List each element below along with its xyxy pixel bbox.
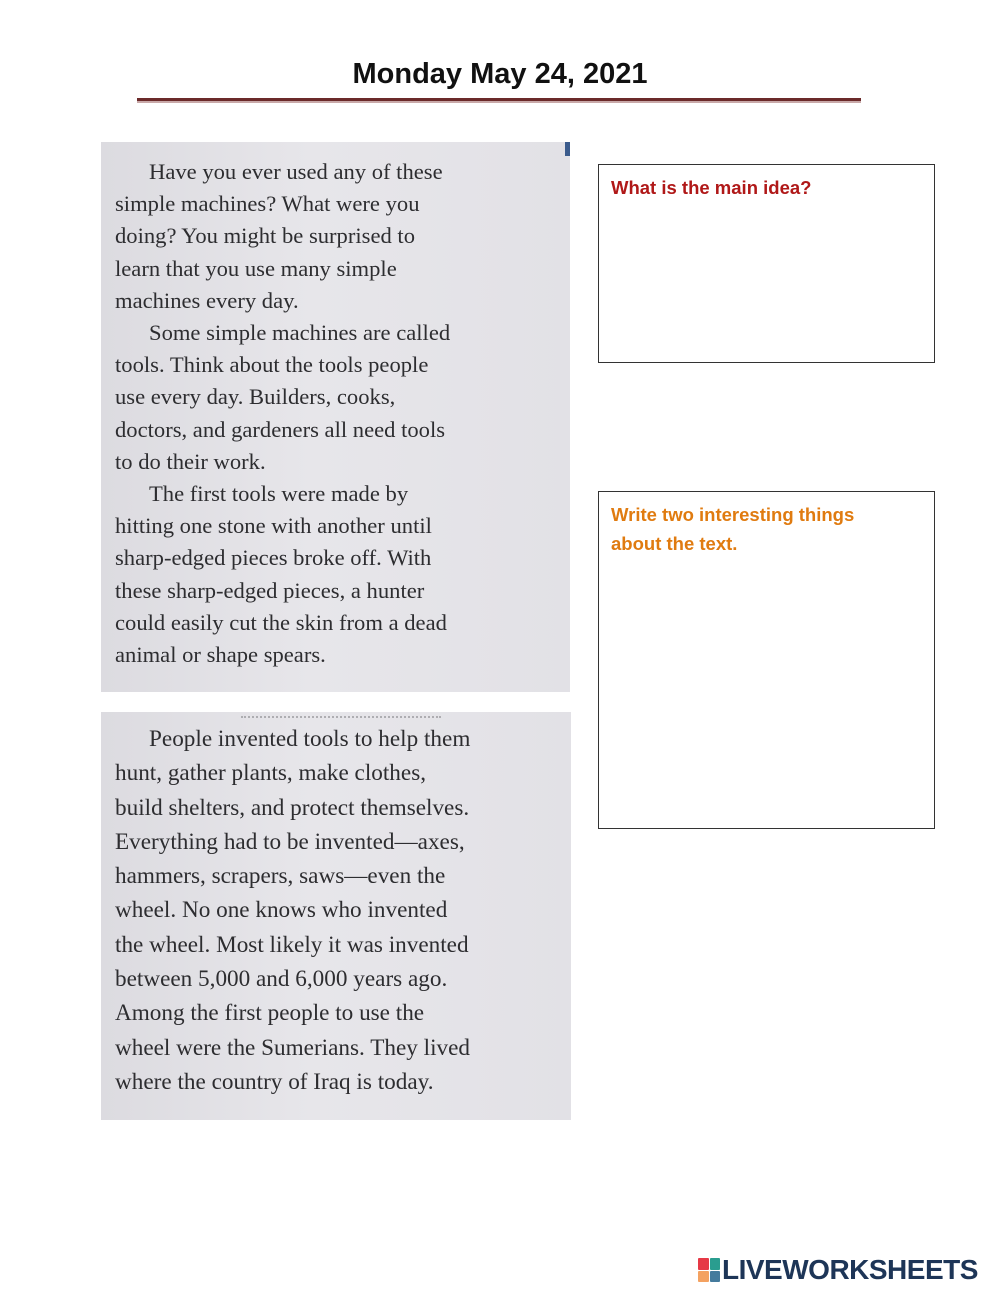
reading-passage-top: [101, 142, 570, 692]
passage-line: hammers, scrapers, saws—even the: [115, 863, 446, 890]
interesting-things-input[interactable]: [611, 558, 924, 818]
book-edge: [565, 142, 570, 156]
passage-line: between 5,000 and 6,000 years ago.: [115, 966, 448, 993]
page-title: Monday May 24, 2021: [352, 58, 648, 90]
interesting-things-prompt: [611, 500, 924, 558]
passage-line: Some simple machines are called: [149, 320, 451, 346]
passage-line: Among the first people to use the: [115, 1000, 425, 1027]
passage-line: machines every day.: [115, 287, 299, 313]
passage-line: hunt, gather plants, make clothes,: [115, 760, 427, 787]
passage-line: build shelters, and protect themselves.: [115, 794, 470, 821]
passage-line: wheel. No one knows who invented: [115, 897, 448, 924]
passage-line: these sharp-edged pieces, a hunter: [115, 577, 425, 603]
liveworksheets-logo-icon: [698, 1258, 720, 1282]
main-idea-answer-box[interactable]: [598, 164, 935, 363]
reading-passage-bottom: [101, 712, 571, 1120]
main-idea-prompt: What is the main idea?: [611, 177, 812, 198]
title-divider: [137, 98, 861, 101]
passage-line: Have you ever used any of these: [149, 159, 443, 184]
brand-name: LIVEWORKSHEETS: [722, 1254, 978, 1285]
passage-line: The first tools were made by: [149, 481, 409, 507]
interesting-things-answer-box[interactable]: [598, 491, 935, 829]
passage-line: learn that you use many simple: [115, 255, 397, 281]
passage-line: animal or shape spears.: [115, 642, 326, 668]
main-idea-input[interactable]: [611, 202, 924, 352]
interesting-things-prompt-line: Write two interesting things: [611, 504, 855, 525]
passage-line: sharp-edged pieces broke off. With: [115, 545, 432, 571]
passage-line: doctors, and gardeners all need tools: [115, 416, 446, 442]
passage-paragraph: [115, 478, 564, 671]
passage-line: simple machines? What were you: [115, 191, 420, 217]
passage-line: hitting one stone with another until: [115, 513, 432, 539]
passage-line: People invented tools to help them: [149, 726, 471, 752]
passage-paragraph: [115, 156, 564, 317]
passage-line: doing? You might be surprised to: [115, 223, 415, 249]
passage-line: where the country of Iraq is today.: [115, 1068, 434, 1095]
passage-line: Everything had to be invented—axes,: [115, 828, 465, 855]
passage-line: could easily cut the skin from a dead: [115, 609, 447, 635]
liveworksheets-brand: [698, 1255, 978, 1285]
passage-line: tools. Think about the tools people: [115, 352, 429, 378]
passage-line: wheel were the Sumerians. They lived: [115, 1034, 471, 1061]
passage-line: to do their work.: [115, 448, 266, 474]
passage-paragraph: [115, 317, 564, 478]
interesting-things-prompt-line: about the text.: [611, 533, 738, 554]
passage-paragraph: [115, 722, 565, 1099]
passage-line: the wheel. Most likely it was invented: [115, 931, 469, 958]
cropped-text-edge: [241, 712, 441, 718]
passage-line: use every day. Builders, cooks,: [115, 384, 396, 410]
